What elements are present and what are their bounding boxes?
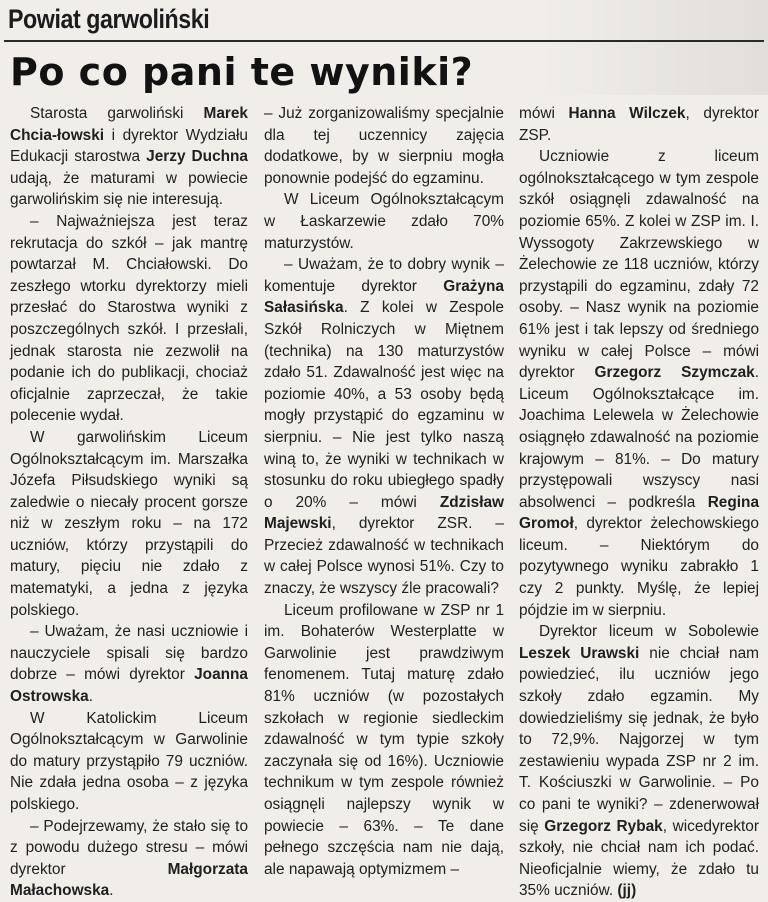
article-paragraph <box>10 103 248 211</box>
article-paragraph <box>10 427 248 621</box>
person-name: Grażyna Sałasińska <box>264 277 504 317</box>
person-name: Joanna Ostrowska <box>10 666 248 706</box>
background-bleed <box>538 0 768 95</box>
paragraph-text: – Najważniejsza jest teraz rekrutacja do szkół – jak mantrę powtarzał M. Chciałowski. Do zeszłego wtorku dyrektorzy mieli przesłać do Starostwa wyniki z poszczególnych szkół. I przesłali, jednak starosta nie zezwolił na podanie ich do publikacji, chociaż oficjalnie zaprzeczał, że takie polecenie wydał. <box>10 212 248 425</box>
paragraph-text: , dyrektor żelechowskiego liceum. – Niektórym do pozytywnego wyniku zabrakło 1 czy 2 punkty. Myślę, że lepiej pójdzie im w sierpniu. <box>519 515 759 619</box>
article-column-2 <box>264 103 504 880</box>
article-paragraph <box>10 211 248 427</box>
section-kicker: Powiat garwoliński <box>8 4 210 34</box>
article-column-3 <box>519 103 759 902</box>
paragraph-text: W Liceum Ogólnokształcącym w Łaskarzewie zdało 70% maturzystów. <box>264 191 504 252</box>
paragraph-text: , wicedyrektor szkoły, nie chciał nam ich podać. Nieoficjalnie wiemy, że zdało tu 35% uczniów. <box>519 817 759 900</box>
article-paragraph <box>264 103 504 189</box>
paragraph-text: Uczniowie z liceum ogólnokształcącego w tym zespole szkół osiągnęli zdawalność na poziomie 65%. Z kolei w ZSP im. I. Wyssogoty Zakrzewskiego w Żelechowie ze 118 uczniów, którzy przystąpili do egzaminu, zdały 72 osoby. – Nasz wynik na poziomie 61% jest i tak lepszy od średniego wyniku w całej Polsce – mówi dyrektor <box>519 148 759 382</box>
article-paragraph <box>519 621 759 902</box>
article-paragraph <box>264 600 504 881</box>
paragraph-text: udają, że maturami w powiecie garwolińskim się nie interesują. <box>10 169 248 209</box>
person-name: Grzegorz Szymczak <box>594 364 755 382</box>
paragraph-text: , dyrektor ZSP. <box>519 105 759 144</box>
person-name: Małgorzata Małachowska <box>10 860 248 900</box>
paragraph-text: . Liceum Ogólnokształcące im. Joachima Lelewela w Żelechowie osiągnęło zdawalność na poziomie krajowym – 81%. – Do matury przystępowali wszyscy nasi absolwenci – podkreśla <box>519 364 759 511</box>
article-paragraph <box>10 621 248 707</box>
paragraph-text: – Uważam, że nasi uczniowie i nauczyciele spisali się bardzo dobrze – mówi dyrektor <box>10 623 248 684</box>
person-name: Marek Chcia-łowski <box>10 105 248 144</box>
paragraph-text: mówi <box>519 105 569 122</box>
paragraph-text: Dyrektor liceum w Sobolewie <box>539 623 759 641</box>
person-name: Hanna Wilczek <box>568 105 686 122</box>
person-name: (jj) <box>617 882 637 900</box>
paragraph-text: , dyrektor ZSR. – Przecież zdawalność w technikach w całej Polsce wynosi 51%. Czy to znaczy, że wszyscy źle pracowali? <box>264 515 504 598</box>
article-paragraph <box>519 103 759 146</box>
paragraph-text: – Podejrzewamy, że stało się to z powodu dużego stresu – mówi dyrektor <box>10 817 248 878</box>
article-paragraph <box>264 189 504 254</box>
kicker-rule <box>4 40 764 42</box>
person-name: Grzegorz Rybak <box>544 817 663 835</box>
article-paragraph <box>10 708 248 816</box>
person-name: Jerzy Duchna <box>146 148 248 166</box>
paragraph-text: . Z kolei w Zespole Szkół Rolniczych w Miętnem (technika) na 130 maturzystów zdało 51. Zdawalność jest więc na poziomie 40%, a 53 osoby będą mogły przystąpić do egzaminu w sierpniu. – Nie jest tylko naszą winą to, że wyniki w technikach w stosunku do roku ubiegłego spadły o 20% – mówi <box>264 299 504 511</box>
paragraph-text: – Uważam, że to dobry wynik – komentuje dyrektor <box>264 256 504 295</box>
paragraph-text: W Katolickim Liceum Ogólnokształcącym w Garwolinie do matury przystąpiło 79 uczniów. Nie zdała jedna osoba – z języka polskiego. <box>10 709 248 813</box>
article-headline: Po co pani te wyniki? <box>10 50 474 94</box>
paragraph-text: . <box>109 882 114 900</box>
article-paragraph <box>519 146 759 621</box>
paragraph-text: Starosta garwoliński <box>30 105 204 122</box>
paragraph-text: . <box>88 688 93 706</box>
person-name: Leszek Urawski <box>519 644 640 662</box>
article-paragraph <box>10 816 248 902</box>
article-paragraph <box>264 254 504 600</box>
paragraph-text: Liceum profilowane w ZSP nr 1 im. Bohaterów Westerplatte w Garwolinie jest prawdziwym fenomenem. Tutaj maturę zdało 81% uczniów (w pozostałych szkołach w regionie siedleckim zdawalność w tym typie szkoły zaczynała się od 16%). Uczniowie technikum w tym zespole również osiągnęli najlepszy wynik w powiecie – 63%. – Te dane pełnego szczęścia nam nie dają, ale napawają optymizmem – <box>264 601 504 878</box>
article-column-1 <box>10 103 248 902</box>
paragraph-text: W garwolińskim Liceum Ogólnokształcącym im. Marszałka Józefa Piłsudskiego wyniki są zaledwie o niecały procent gorsze niż w zeszłym roku – na 172 uczniów, którzy przystąpili do matury, pięciu nie zdało z matematyki, a jedna z języka polskiego. <box>10 428 248 619</box>
paragraph-text: nie chciał nam powiedzieć, ilu uczniów jego szkoły zdało egzamin. My dowiedzieliśmy się jednak, że było to 72,9%. Najgorzej w tym zestawieniu wypada ZSP nr 2 im. T. Kościuszki w Garwolinie. – Po co pani te wyniki? – zdenerwował się <box>519 644 759 835</box>
paragraph-text: i dyrektor Wydziału Edukacji starostwa <box>10 126 248 166</box>
person-name: Regina Gromoł <box>519 493 759 533</box>
paragraph-text: – Już zorganizowaliśmy specjalnie dla tej uczennicy zajęcia dodatkowe, by w sierpniu mogła ponownie podejść do egzaminu. <box>264 105 504 187</box>
person-name: Zdzisław Majewski <box>264 493 504 533</box>
